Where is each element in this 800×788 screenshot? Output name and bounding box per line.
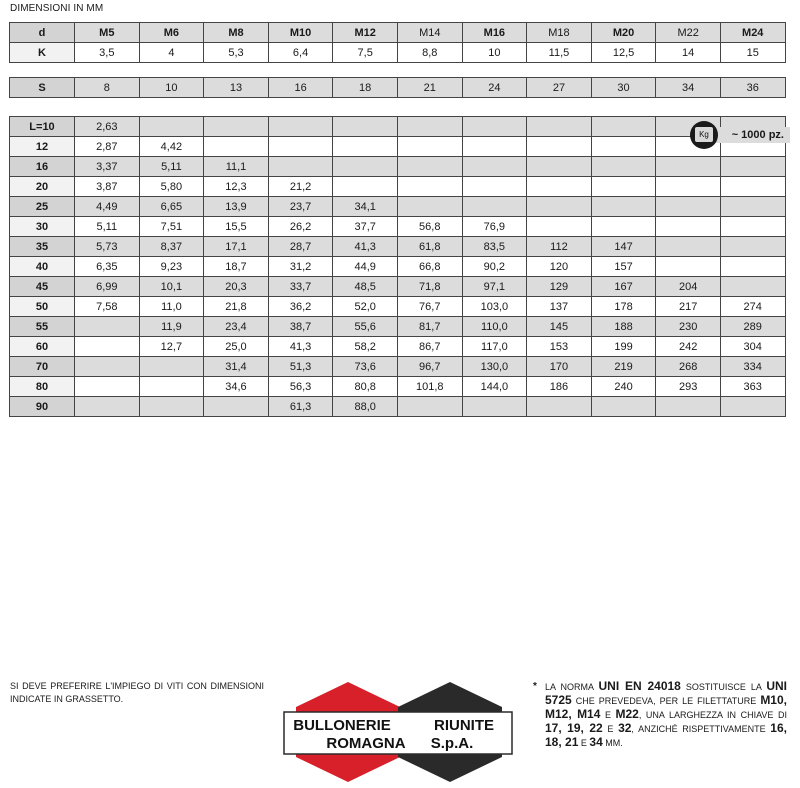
length-label: 12 — [10, 137, 75, 157]
weight-cell: 274 — [720, 297, 785, 317]
weight-cell: 11,9 — [139, 317, 204, 337]
weight-cell: 26,2 — [268, 217, 333, 237]
weight-cell: 6,65 — [139, 197, 204, 217]
weight-cell: 31,4 — [204, 357, 269, 377]
weight-cell: 5,73 — [75, 237, 140, 257]
weight-cell: 268 — [656, 357, 721, 377]
note-text: CHE PREVEDEVA, PER LE FILETTATURE — [571, 696, 761, 706]
weight-cell: 51,3 — [268, 357, 333, 377]
weight-cell: 15,5 — [204, 217, 269, 237]
gap-cell — [656, 63, 721, 78]
s-value-cell: 30 — [591, 78, 656, 98]
logo-text-romagna: ROMAGNA — [326, 735, 406, 752]
weight-cell: 96,7 — [397, 357, 462, 377]
k-value-cell: 15 — [720, 43, 785, 63]
size-header-cell: M5 — [75, 23, 140, 43]
weight-cell — [527, 197, 592, 217]
weight-cell: 204 — [656, 277, 721, 297]
note-text: , UNA LARGHEZZA IN CHIAVE DI — [638, 710, 787, 720]
weight-cell: 120 — [527, 257, 592, 277]
weight-cell — [591, 157, 656, 177]
note-bold: M22 — [615, 707, 639, 721]
s-value-cell: 10 — [139, 78, 204, 98]
weight-cell — [591, 117, 656, 137]
weight-cell — [656, 217, 721, 237]
weight-cell: 71,8 — [397, 277, 462, 297]
weight-cell: 86,7 — [397, 337, 462, 357]
weight-cell — [591, 397, 656, 417]
length-label: 25 — [10, 197, 75, 217]
weight-cell: 117,0 — [462, 337, 527, 357]
weight-cell — [527, 157, 592, 177]
length-row — [10, 217, 786, 237]
weight-cell — [462, 137, 527, 157]
size-header-cell: M12 — [333, 23, 398, 43]
weight-cell: 101,8 — [397, 377, 462, 397]
s-value-cell: 27 — [527, 78, 592, 98]
size-header-cell: M16 — [462, 23, 527, 43]
length-row — [10, 197, 786, 217]
weight-cell — [397, 177, 462, 197]
weight-cell: 6,35 — [75, 257, 140, 277]
length-label: 80 — [10, 377, 75, 397]
k-value-cell: 8,8 — [397, 43, 462, 63]
size-header-cell: M22 — [656, 23, 721, 43]
weight-cell — [139, 377, 204, 397]
weight-cell: 44,9 — [333, 257, 398, 277]
gap-cell — [591, 63, 656, 78]
length-row — [10, 257, 786, 277]
k-value-cell: 5,3 — [204, 43, 269, 63]
weight-cell — [656, 197, 721, 217]
weight-cell: 11,1 — [204, 157, 269, 177]
weight-cell: 48,5 — [333, 277, 398, 297]
weight-cell: 12,7 — [139, 337, 204, 357]
weight-badge — [690, 121, 792, 149]
gap-cell — [462, 63, 527, 78]
row-label: K — [10, 43, 75, 63]
weight-cell: 76,9 — [462, 217, 527, 237]
weight-cell — [462, 157, 527, 177]
note-text: E — [600, 710, 616, 720]
weight-cell: 230 — [656, 317, 721, 337]
weight-cell — [204, 117, 269, 137]
weight-cell: 97,1 — [462, 277, 527, 297]
weight-cell: 18,7 — [204, 257, 269, 277]
note-bold: 17, 19, 22 — [545, 721, 603, 735]
length-row — [10, 177, 786, 197]
size-header-cell: M14 — [397, 23, 462, 43]
length-label: 90 — [10, 397, 75, 417]
row-label: S — [10, 78, 75, 98]
weight-cell: 186 — [527, 377, 592, 397]
size-header-cell: M18 — [527, 23, 592, 43]
length-row — [10, 397, 786, 417]
row-gap — [10, 63, 786, 78]
note-text: , ANZICHÉ RISPETTIVAMENTE — [631, 724, 771, 734]
weight-cell: 5,11 — [75, 217, 140, 237]
kg-weight-icon — [690, 121, 718, 149]
weight-cell: 363 — [720, 377, 785, 397]
weight-cell: 5,80 — [139, 177, 204, 197]
weight-cell: 145 — [527, 317, 592, 337]
weight-cell — [591, 177, 656, 197]
logo-text-riunite: RIUNITE — [434, 717, 494, 734]
weight-cell: 76,7 — [397, 297, 462, 317]
note-bold: 16, 18, 21 — [545, 721, 787, 749]
length-row — [10, 117, 786, 137]
length-label: 60 — [10, 337, 75, 357]
length-row — [10, 277, 786, 297]
length-row — [10, 377, 786, 397]
note-bold: 34 — [589, 735, 603, 749]
weight-cell: 52,0 — [333, 297, 398, 317]
weight-cell: 157 — [591, 257, 656, 277]
weight-label: ~ 1000 pz. — [702, 127, 790, 143]
weight-cell: 56,3 — [268, 377, 333, 397]
weight-cell — [527, 177, 592, 197]
weight-cell — [397, 157, 462, 177]
weight-cell — [75, 377, 140, 397]
company-logo — [282, 680, 514, 784]
weight-cell — [527, 137, 592, 157]
s-value-cell: 21 — [397, 78, 462, 98]
weight-cell: 13,9 — [204, 197, 269, 217]
weight-cell: 81,7 — [397, 317, 462, 337]
weight-cell: 144,0 — [462, 377, 527, 397]
gap-cell — [75, 63, 140, 78]
weight-cell: 112 — [527, 237, 592, 257]
weight-cell — [139, 397, 204, 417]
weight-cell: 12,3 — [204, 177, 269, 197]
weight-cell — [397, 397, 462, 417]
weight-cell: 153 — [527, 337, 592, 357]
weight-cell — [462, 397, 527, 417]
s-value-cell: 13 — [204, 78, 269, 98]
weight-cell — [527, 217, 592, 237]
note-text: E — [578, 738, 590, 748]
k-value-cell: 6,4 — [268, 43, 333, 63]
footnote-star: * — [533, 681, 537, 692]
weight-cell: 23,7 — [268, 197, 333, 217]
weight-cell: 334 — [720, 357, 785, 377]
weight-cell — [333, 177, 398, 197]
length-row — [10, 317, 786, 337]
s-value-cell: 16 — [268, 78, 333, 98]
size-header-cell: M24 — [720, 23, 785, 43]
size-header-cell: M20 — [591, 23, 656, 43]
note-bold: UNI EN 24018 — [598, 679, 681, 693]
k-value-cell: 4 — [139, 43, 204, 63]
weight-cell — [139, 117, 204, 137]
weight-cell — [75, 397, 140, 417]
weight-cell: 293 — [656, 377, 721, 397]
weights-table — [9, 116, 786, 417]
weight-cell — [204, 397, 269, 417]
s-value-cell: 18 — [333, 78, 398, 98]
kg-icon-text: Kg — [695, 127, 713, 142]
weight-cell: 8,37 — [139, 237, 204, 257]
weight-cell — [268, 117, 333, 137]
weight-cell: 88,0 — [333, 397, 398, 417]
note-text: E — [602, 724, 619, 734]
weight-cell — [527, 117, 592, 137]
weight-cell: 20,3 — [204, 277, 269, 297]
length-label: 16 — [10, 157, 75, 177]
gap-cell — [333, 63, 398, 78]
weight-cell: 66,8 — [397, 257, 462, 277]
weight-cell: 25,0 — [204, 337, 269, 357]
units-label: DIMENSIONI IN MM — [10, 3, 104, 14]
note-bold: M10, M12, M14 — [545, 693, 787, 721]
row-k — [10, 43, 786, 63]
weight-cell — [333, 137, 398, 157]
weight-cell: 55,6 — [333, 317, 398, 337]
k-value-cell: 11,5 — [527, 43, 592, 63]
weight-cell — [591, 217, 656, 237]
length-label: 45 — [10, 277, 75, 297]
weight-cell — [268, 157, 333, 177]
weight-cell — [720, 237, 785, 257]
weight-cell: 217 — [656, 297, 721, 317]
weight-cell — [139, 357, 204, 377]
weight-cell: 41,3 — [333, 237, 398, 257]
weight-cell: 167 — [591, 277, 656, 297]
weight-cell: 37,7 — [333, 217, 398, 237]
weight-cell: 240 — [591, 377, 656, 397]
note-text: LA NORMA — [545, 682, 599, 692]
weight-cell: 219 — [591, 357, 656, 377]
weight-cell: 110,0 — [462, 317, 527, 337]
gap-cell — [397, 63, 462, 78]
weight-cell — [720, 217, 785, 237]
weight-cell: 199 — [591, 337, 656, 357]
bold-preference-note: SI DEVE PREFERIRE L'IMPIEGO DI VITI CON DIMENSIONI INDICATE IN GRASSETTO. — [10, 681, 264, 704]
length-row — [10, 297, 786, 317]
length-label: 40 — [10, 257, 75, 277]
weight-cell: 11,0 — [139, 297, 204, 317]
weight-cell: 34,1 — [333, 197, 398, 217]
size-header-cell: M10 — [268, 23, 333, 43]
weight-cell: 10,1 — [139, 277, 204, 297]
k-value-cell: 3,5 — [75, 43, 140, 63]
weight-cell: 33,7 — [268, 277, 333, 297]
gap-cell — [268, 63, 333, 78]
weight-cell — [720, 197, 785, 217]
note-text: SOSTITUISCE LA — [680, 682, 767, 692]
uni-note-text — [545, 680, 787, 750]
dimensions-header-table — [9, 22, 786, 98]
row-label: d — [10, 23, 75, 43]
weight-cell: 5,11 — [139, 157, 204, 177]
weight-cell — [656, 237, 721, 257]
weight-cell: 36,2 — [268, 297, 333, 317]
weight-cell: 188 — [591, 317, 656, 337]
weight-cell: 178 — [591, 297, 656, 317]
weight-cell — [720, 397, 785, 417]
weight-cell — [720, 257, 785, 277]
k-value-cell: 10 — [462, 43, 527, 63]
weight-cell: 58,2 — [333, 337, 398, 357]
weight-cell: 56,8 — [397, 217, 462, 237]
weight-cell — [333, 117, 398, 137]
weight-cell — [75, 357, 140, 377]
weight-cell — [720, 157, 785, 177]
weight-cell — [204, 137, 269, 157]
weight-cell — [720, 277, 785, 297]
size-header-cell: M8 — [204, 23, 269, 43]
weight-cell: 7,58 — [75, 297, 140, 317]
weight-cell: 34,6 — [204, 377, 269, 397]
weight-cell: 147 — [591, 237, 656, 257]
weight-cell: 21,2 — [268, 177, 333, 197]
weight-cell: 41,3 — [268, 337, 333, 357]
weight-cell: 83,5 — [462, 237, 527, 257]
note-bold: 32 — [618, 721, 632, 735]
logo-text-spa: S.p.A. — [430, 735, 474, 752]
gap-cell — [527, 63, 592, 78]
weight-cell: 3,37 — [75, 157, 140, 177]
note-bold: UNI 5725 — [545, 679, 788, 707]
weight-cell: 4,49 — [75, 197, 140, 217]
length-row — [10, 357, 786, 377]
weight-cell — [397, 197, 462, 217]
weight-cell: 7,51 — [139, 217, 204, 237]
weight-cell: 242 — [656, 337, 721, 357]
length-label: 30 — [10, 217, 75, 237]
weight-cell: 6,99 — [75, 277, 140, 297]
logo-text-bullonerie: BULLONERIE — [293, 717, 391, 734]
weight-cell: 304 — [720, 337, 785, 357]
size-header-cell: M6 — [139, 23, 204, 43]
note-text: MM. — [602, 738, 623, 748]
weight-cell — [75, 317, 140, 337]
length-label: 70 — [10, 357, 75, 377]
gap-cell — [720, 63, 785, 78]
weight-cell: 170 — [527, 357, 592, 377]
weight-cell — [591, 137, 656, 157]
row-s — [10, 78, 786, 98]
uni-standard-note — [535, 680, 787, 750]
weight-cell: 2,87 — [75, 137, 140, 157]
weight-cell: 129 — [527, 277, 592, 297]
weight-cell — [591, 197, 656, 217]
s-value-cell: 36 — [720, 78, 785, 98]
weight-cell — [333, 157, 398, 177]
weight-cell — [527, 397, 592, 417]
weight-cell: 137 — [527, 297, 592, 317]
weight-cell: 73,6 — [333, 357, 398, 377]
weight-cell: 4,42 — [139, 137, 204, 157]
length-label: 20 — [10, 177, 75, 197]
weight-cell — [397, 117, 462, 137]
length-row — [10, 137, 786, 157]
k-value-cell: 14 — [656, 43, 721, 63]
k-value-cell: 7,5 — [333, 43, 398, 63]
weight-cell: 31,2 — [268, 257, 333, 277]
weight-cell — [656, 157, 721, 177]
weight-cell: 3,87 — [75, 177, 140, 197]
weight-cell: 61,8 — [397, 237, 462, 257]
weight-cell: 21,8 — [204, 297, 269, 317]
gap-cell — [204, 63, 269, 78]
s-value-cell: 8 — [75, 78, 140, 98]
weight-cell: 289 — [720, 317, 785, 337]
length-row — [10, 157, 786, 177]
weight-cell: 61,3 — [268, 397, 333, 417]
weight-cell — [656, 177, 721, 197]
k-value-cell: 12,5 — [591, 43, 656, 63]
weight-cell: 17,1 — [204, 237, 269, 257]
gap-cell — [139, 63, 204, 78]
weight-cell — [75, 337, 140, 357]
weight-cell: 130,0 — [462, 357, 527, 377]
weight-cell: 2,63 — [75, 117, 140, 137]
row-d — [10, 23, 786, 43]
weight-cell — [268, 137, 333, 157]
weight-cell — [656, 397, 721, 417]
weight-cell: 103,0 — [462, 297, 527, 317]
weight-cell: 9,23 — [139, 257, 204, 277]
weight-cell — [720, 177, 785, 197]
length-row — [10, 237, 786, 257]
length-row — [10, 337, 786, 357]
weight-cell: 38,7 — [268, 317, 333, 337]
s-value-cell: 24 — [462, 78, 527, 98]
weight-cell — [397, 137, 462, 157]
weight-cell — [656, 257, 721, 277]
length-label: 50 — [10, 297, 75, 317]
gap-cell — [10, 63, 75, 78]
length-label: L=10 — [10, 117, 75, 137]
weight-cell — [462, 117, 527, 137]
length-label: 35 — [10, 237, 75, 257]
weight-cell — [462, 177, 527, 197]
weight-cell: 90,2 — [462, 257, 527, 277]
weight-cell: 23,4 — [204, 317, 269, 337]
length-label: 55 — [10, 317, 75, 337]
weight-cell — [462, 197, 527, 217]
weight-cell: 80,8 — [333, 377, 398, 397]
weight-cell: 28,7 — [268, 237, 333, 257]
s-value-cell: 34 — [656, 78, 721, 98]
